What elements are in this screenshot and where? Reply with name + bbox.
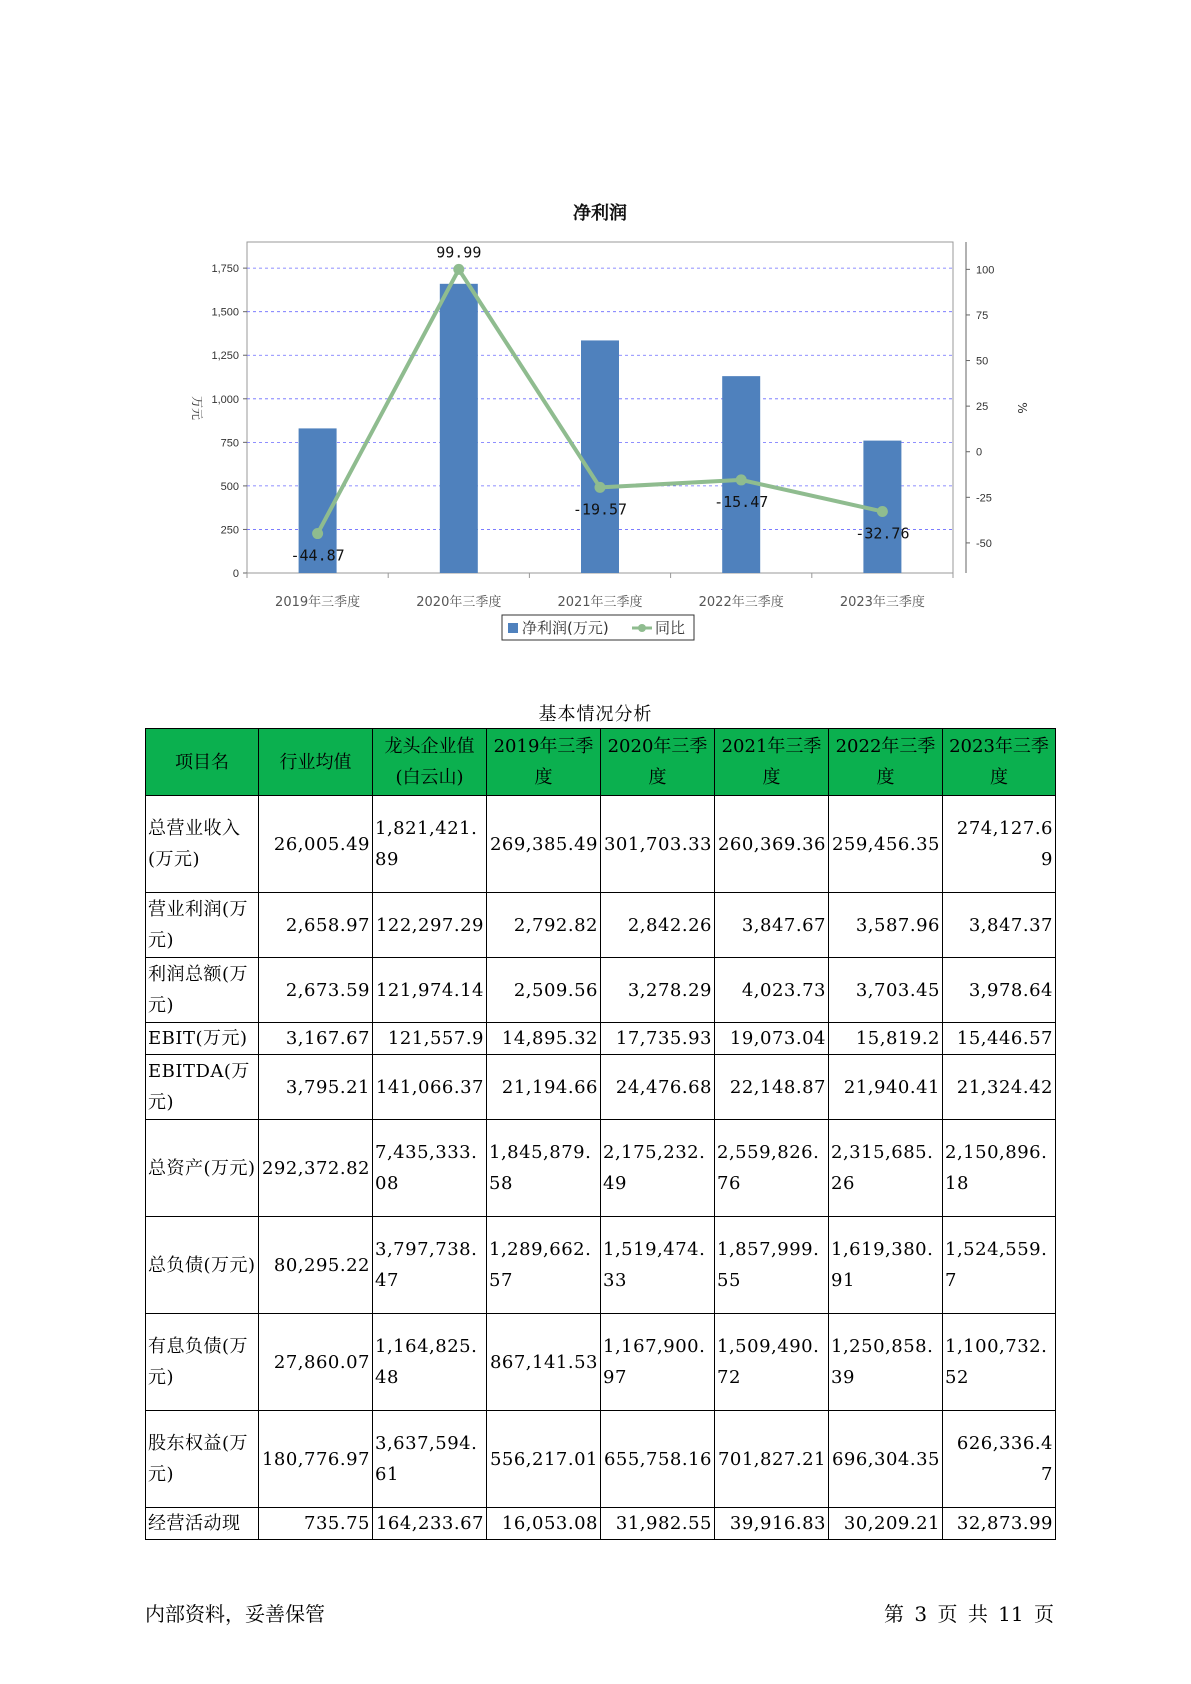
table-header-cell: 项目名 — [146, 729, 259, 796]
value-cell: 1,289,662.57 — [487, 1217, 601, 1314]
value-cell: 2,658.97 — [259, 893, 373, 958]
y-axis-unit-label: 万元 — [190, 395, 204, 421]
table-body — [146, 796, 1056, 1540]
value-cell: 259,456.35 — [829, 796, 943, 893]
legend-bar-swatch — [508, 623, 518, 633]
value-cell: 3,167.67 — [259, 1023, 373, 1055]
value-cell: 3,797,738.47 — [373, 1217, 487, 1314]
value-cell: 26,005.49 — [259, 796, 373, 893]
y-tick-label: 750 — [220, 437, 239, 450]
value-cell: 21,324.42 — [943, 1055, 1056, 1120]
value-cell: 2,792.82 — [487, 893, 601, 958]
table-row — [146, 893, 1056, 958]
value-cell: 164,233.67 — [373, 1508, 487, 1540]
x-category-label: 2019年三季度 — [275, 595, 361, 610]
y-tick-label: 1,500 — [211, 306, 239, 319]
value-cell: 32,873.99 — [943, 1508, 1056, 1540]
table-header-cell: 2023年三季度 — [943, 729, 1056, 796]
value-cell: 3,278.29 — [601, 958, 715, 1023]
value-cell: 122,297.29 — [373, 893, 487, 958]
y2-tick-label: 50 — [976, 355, 989, 368]
value-cell: 21,194.66 — [487, 1055, 601, 1120]
table-header-cell: 2021年三季度 — [715, 729, 829, 796]
point-yoy — [453, 264, 464, 275]
footer-confidential-note: 内部资料，妥善保管 — [145, 1602, 325, 1626]
y2-axis-unit-label: % — [1015, 402, 1029, 414]
value-cell: 121,974.14 — [373, 958, 487, 1023]
value-cell: 3,847.37 — [943, 893, 1056, 958]
value-cell: 3,587.96 — [829, 893, 943, 958]
row-name-cell: 总营业收入(万元) — [146, 796, 259, 893]
y2-tick-label: -25 — [976, 492, 992, 505]
net-profit-chart — [0, 0, 1191, 660]
y-tick-label: 1,250 — [211, 350, 239, 363]
value-cell: 15,819.2 — [829, 1023, 943, 1055]
value-cell: 1,619,380.91 — [829, 1217, 943, 1314]
row-name-cell: EBIT(万元) — [146, 1023, 259, 1055]
value-cell: 121,557.9 — [373, 1023, 487, 1055]
value-cell: 3,978.64 — [943, 958, 1056, 1023]
chart-title: 净利润 — [573, 203, 627, 224]
y-tick-label: 0 — [232, 568, 239, 580]
table-row — [146, 796, 1056, 893]
value-cell: 3,795.21 — [259, 1055, 373, 1120]
value-cell: 292,372.82 — [259, 1120, 373, 1217]
legend-bar-label: 净利润(万元) — [522, 619, 609, 637]
value-cell: 3,847.67 — [715, 893, 829, 958]
table-header-cell: 龙头企业值(白云山) — [373, 729, 487, 796]
value-cell: 31,982.55 — [601, 1508, 715, 1540]
y-tick-label: 250 — [220, 524, 239, 537]
value-cell: 1,519,474.33 — [601, 1217, 715, 1314]
value-cell: 4,023.73 — [715, 958, 829, 1023]
value-cell: 39,916.83 — [715, 1508, 829, 1540]
row-name-cell: 股东权益(万元) — [146, 1411, 259, 1508]
row-name-cell: 经营活动现 — [146, 1508, 259, 1540]
value-cell: 301,703.33 — [601, 796, 715, 893]
value-cell: 2,175,232.49 — [601, 1120, 715, 1217]
y2-tick-label: 75 — [976, 309, 989, 322]
value-cell: 556,217.01 — [487, 1411, 601, 1508]
table-header-cell: 2019年三季度 — [487, 729, 601, 796]
value-cell: 7,435,333.08 — [373, 1120, 487, 1217]
value-cell: 22,148.87 — [715, 1055, 829, 1120]
y-tick-label: 1,750 — [211, 263, 239, 276]
row-name-cell: 利润总额(万元) — [146, 958, 259, 1023]
value-cell: 1,100,732.52 — [943, 1314, 1056, 1411]
value-cell: 2,315,685.26 — [829, 1120, 943, 1217]
bar-net-profit — [440, 284, 478, 573]
y2-tick-label: 0 — [976, 446, 983, 459]
table-header-cell: 2020年三季度 — [601, 729, 715, 796]
value-cell: 17,735.93 — [601, 1023, 715, 1055]
point-yoy — [595, 482, 606, 493]
value-cell: 3,703.45 — [829, 958, 943, 1023]
table-header-cell: 行业均值 — [259, 729, 373, 796]
table-row — [146, 1411, 1056, 1508]
table-row — [146, 1508, 1056, 1540]
value-cell: 2,559,826.76 — [715, 1120, 829, 1217]
point-yoy — [312, 528, 323, 539]
bar-net-profit — [581, 340, 619, 573]
table-header-cell: 2022年三季度 — [829, 729, 943, 796]
table-row — [146, 1217, 1056, 1314]
row-name-cell: 总资产(万元) — [146, 1120, 259, 1217]
y-tick-label: 1,000 — [211, 393, 239, 406]
value-cell: 141,066.37 — [373, 1055, 487, 1120]
value-cell: 1,524,559.7 — [943, 1217, 1056, 1314]
table-row — [146, 1023, 1056, 1055]
x-category-label: 2020年三季度 — [416, 595, 502, 610]
row-name-cell: EBITDA(万元) — [146, 1055, 259, 1120]
data-label-yoy: -32.76 — [855, 524, 910, 543]
point-yoy — [736, 474, 747, 485]
data-label-yoy: -19.57 — [572, 500, 628, 519]
table-header-row — [146, 729, 1056, 796]
data-label-yoy: -15.47 — [714, 492, 769, 511]
table-caption: 基本情况分析 — [538, 704, 653, 725]
legend-line-label: 同比 — [655, 619, 686, 637]
table-row — [146, 1055, 1056, 1120]
value-cell: 27,860.07 — [259, 1314, 373, 1411]
value-cell: 735.75 — [259, 1508, 373, 1540]
value-cell: 14,895.32 — [487, 1023, 601, 1055]
value-cell: 1,164,825.48 — [373, 1314, 487, 1411]
value-cell: 1,509,490.72 — [715, 1314, 829, 1411]
table-row — [146, 958, 1056, 1023]
table-row — [146, 1314, 1056, 1411]
value-cell: 696,304.35 — [829, 1411, 943, 1508]
data-label-yoy: -44.87 — [290, 546, 345, 565]
y2-tick-label: 25 — [976, 401, 989, 414]
y2-tick-label: -50 — [976, 537, 992, 550]
value-cell: 2,509.56 — [487, 958, 601, 1023]
value-cell: 24,476.68 — [601, 1055, 715, 1120]
value-cell: 1,821,421.89 — [373, 796, 487, 893]
value-cell: 867,141.53 — [487, 1314, 601, 1411]
x-category-label: 2022年三季度 — [698, 595, 784, 610]
value-cell: 701,827.21 — [715, 1411, 829, 1508]
value-cell: 2,842.26 — [601, 893, 715, 958]
value-cell: 260,369.36 — [715, 796, 829, 893]
value-cell: 1,167,900.97 — [601, 1314, 715, 1411]
value-cell: 269,385.49 — [487, 796, 601, 893]
chart-canvas — [0, 0, 1191, 660]
legend-line-marker — [638, 624, 646, 632]
y2-tick-label: 100 — [976, 264, 995, 277]
row-name-cell: 总负债(万元) — [146, 1217, 259, 1314]
value-cell: 30,209.21 — [829, 1508, 943, 1540]
value-cell: 1,857,999.55 — [715, 1217, 829, 1314]
value-cell: 626,336.47 — [943, 1411, 1056, 1508]
point-yoy — [877, 506, 888, 517]
value-cell: 16,053.08 — [487, 1508, 601, 1540]
value-cell: 655,758.16 — [601, 1411, 715, 1508]
y-tick-label: 500 — [220, 480, 239, 493]
table-row — [146, 1120, 1056, 1217]
x-category-label: 2021年三季度 — [557, 595, 643, 610]
value-cell: 1,845,879.58 — [487, 1120, 601, 1217]
footer-page-number: 第 3 页 共 11 页 — [884, 1602, 1054, 1626]
value-cell: 15,446.57 — [943, 1023, 1056, 1055]
data-label-yoy: 99.99 — [436, 243, 482, 262]
value-cell: 274,127.69 — [943, 796, 1056, 893]
value-cell: 2,150,896.18 — [943, 1120, 1056, 1217]
value-cell: 2,673.59 — [259, 958, 373, 1023]
basic-analysis-table — [145, 728, 1056, 1540]
row-name-cell: 营业利润(万元) — [146, 893, 259, 958]
value-cell: 19,073.04 — [715, 1023, 829, 1055]
value-cell: 21,940.41 — [829, 1055, 943, 1120]
value-cell: 80,295.22 — [259, 1217, 373, 1314]
row-name-cell: 有息负债(万元) — [146, 1314, 259, 1411]
x-category-label: 2023年三季度 — [839, 595, 925, 610]
value-cell: 3,637,594.61 — [373, 1411, 487, 1508]
value-cell: 180,776.97 — [259, 1411, 373, 1508]
value-cell: 1,250,858.39 — [829, 1314, 943, 1411]
